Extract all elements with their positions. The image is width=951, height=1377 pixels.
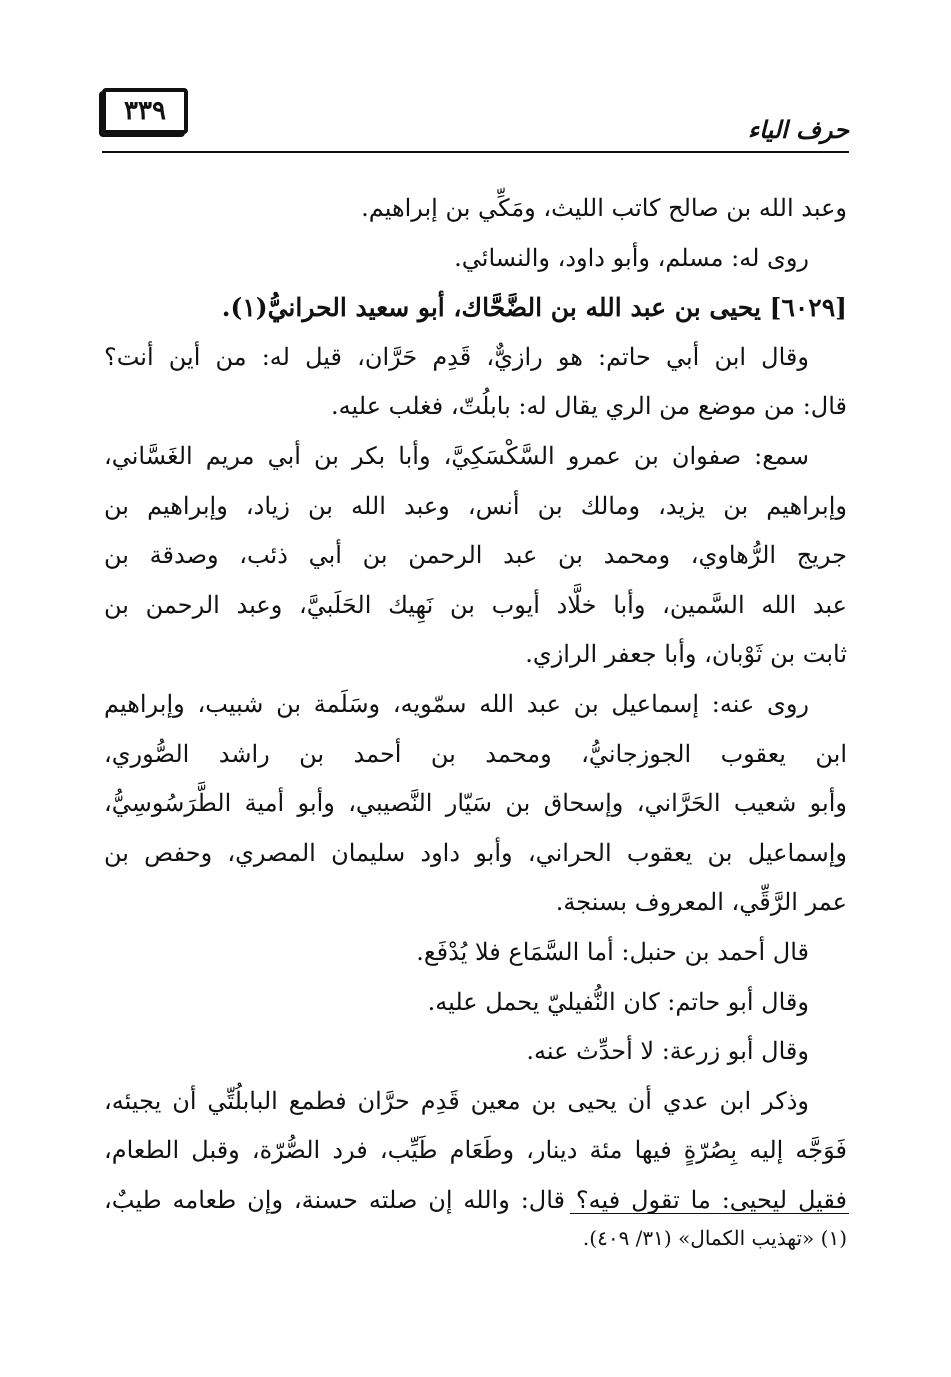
text-line: جريج الرُّهاوي، ومحمد بن عبد الرحمن بن أبي ذئب، وصدقة بن <box>104 541 847 570</box>
text-line: وذكر ابن عدي أن يحيى بن معين قَدِم حرَّان فطمع البابلُتِّي أن يجيئه، <box>104 1086 809 1115</box>
text-line: فَوَجَّه إليه بِصُرّةٍ فيها مئة دينار، وطَعَام طَيِّب، فرد الصُّرّة، وقبل الطعام، <box>104 1136 847 1165</box>
text-line: وقال أبو زرعة: لا أحدِّث عنه. <box>526 1037 809 1066</box>
text-line: فقيل ليحيى: ما تقول فيه؟ قال: والله إن صلته حسنة، وإن طعامه طيبٌ، <box>104 1185 847 1214</box>
text-line: ابن يعقوب الجوزجانيُّ، ومحمد بن أحمد بن راشد الصُّوري، <box>104 739 847 768</box>
footnote: (١) «تهذيب الكمال» (٣١/ ٤٠٩). <box>582 1226 847 1250</box>
text-line: وإبراهيم بن يزيد، ومالك بن أنس، وعبد الله بن زياد، وإبراهيم بن <box>104 491 847 520</box>
text-line: قال: من موضع من الري يقال له: بابلُتّ، فغلب عليه. <box>331 392 847 421</box>
main-text <box>104 184 847 1225</box>
text-line: روى عنه: إسماعيل بن عبد الله سمّويه، وسَلَمة بن شبيب، وإبراهيم <box>104 689 809 718</box>
page-number-label: ٣٣٩ <box>124 96 166 126</box>
header-divider <box>102 151 849 153</box>
text-line: وأبو شعيب الحَرَّاني، وإسحاق بن سَيّار النَّصيبي، وأبو أمية الطَّرَسُوسِيُّ، <box>104 789 847 818</box>
text-line: ثابت بن ثَوْبان، وأبا جعفر الرازي. <box>525 640 847 669</box>
text-line: وإسماعيل بن يعقوب الحراني، وأبو داود سليمان المصري، وحفص بن <box>104 838 847 867</box>
page-number <box>102 88 188 134</box>
text-line: وقال ابن أبي حاتم: هو رازيٌّ، قَدِم حَرَّان، قيل له: من أين أنت؟ <box>104 342 809 371</box>
footnote-divider <box>570 1213 849 1214</box>
running-head: حرف الياء <box>747 115 849 144</box>
text-line: وعبد الله بن صالح كاتب الليث، ومَكِّي بن إبراهيم. <box>361 194 847 222</box>
text-line: عمر الرَّقِّي، المعروف بسنجة. <box>555 888 847 917</box>
text-line: عبد الله السَّمين، وأبا خلَّاد أيوب بن نَهِيك الحَلَبيَّ، وعبد الرحمن بن <box>104 590 847 619</box>
text-line: قال أحمد بن حنبل: أما السَّمَاع فلا يُدْفَع. <box>416 937 809 966</box>
text-line: روى له: مسلم، وأبو داود، والنسائي. <box>454 243 809 272</box>
text-line: سمع: صفوان بن عمرو السَّكْسَكِيَّ، وأبا بكر بن أبي مريم الغَسَّاني، <box>104 441 809 470</box>
entry-heading: [٦٠٢٩] يحيى بن عبد الله بن الضَّحَّاك، أبو سعيد الحرانيُّ(١). <box>221 293 847 323</box>
text-line: وقال أبو حاتم: كان النُّفيليّ يحمل عليه. <box>427 987 809 1016</box>
